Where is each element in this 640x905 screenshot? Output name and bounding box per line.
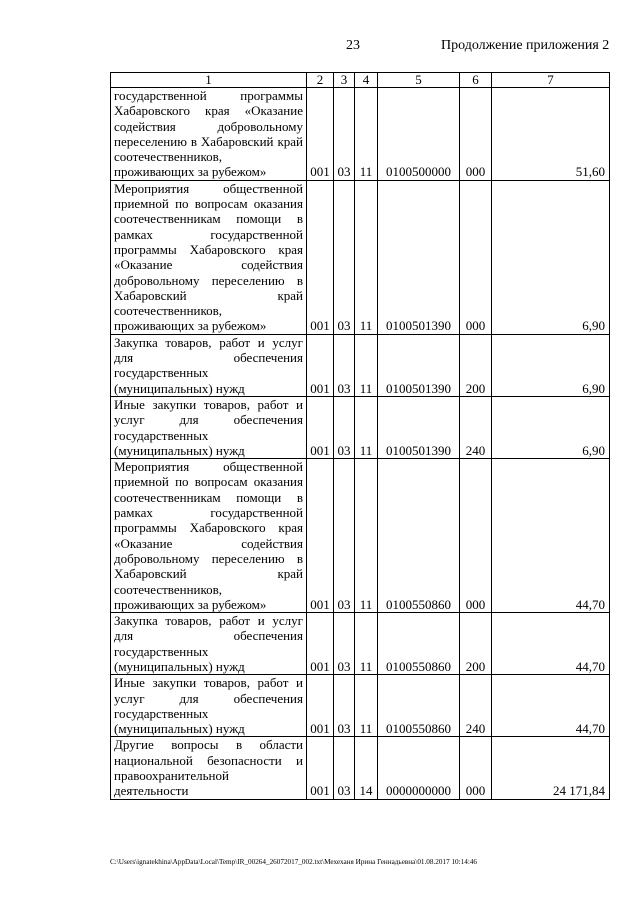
code-cell: 240	[460, 396, 492, 458]
code-cell: 03	[334, 88, 355, 181]
column-header: 2	[307, 73, 334, 88]
table-header-row	[111, 73, 610, 88]
code-cell: 000	[460, 88, 492, 181]
amount-cell: 6,90	[492, 180, 610, 334]
code-cell: 001	[307, 396, 334, 458]
code-cell: 03	[334, 396, 355, 458]
code-cell: 14	[355, 737, 378, 799]
row-name-cell: государственной программы Хабаровского края «Оказание содействия добровольному переселению в Хабаровский край соотечественников, проживающих за рубежом»	[111, 88, 307, 181]
row-name-cell: Закупка товаров, работ и услуг для обеспечения государственных (муниципальных) нужд	[111, 613, 307, 675]
code-cell: 03	[334, 459, 355, 613]
code-cell: 03	[334, 613, 355, 675]
table-row	[111, 737, 610, 799]
code-cell: 03	[334, 737, 355, 799]
code-cell: 001	[307, 88, 334, 181]
row-name-cell: Мероприятия общественной приемной по вопросам оказания соотечественникам помощи в рамках государственной программы Хабаровского края «Оказание содействия добровольному переселению в Хабаровский край соотечественников, проживающих за рубежом»	[111, 180, 307, 334]
row-name-cell: Иные закупки товаров, работ и услуг для обеспечения государственных (муниципальных) нужд	[111, 396, 307, 458]
code-cell: 0100501390	[378, 180, 460, 334]
column-header: 7	[492, 73, 610, 88]
code-cell: 11	[355, 334, 378, 396]
footer-file-path: C:\Users\ignatekhina\AppData\Local\Temp\IR_00264_26072017_002.txt\Мехеханя Ирина Геннадьевна\01.08.2017 10:14:46	[110, 858, 478, 866]
row-name-cell: Мероприятия общественной приемной по вопросам оказания соотечественникам помощи в рамках государственной программы Хабаровского края «Оказание содействия добровольному переселению в Хабаровский край соотечественников, проживающих за рубежом»	[111, 459, 307, 613]
code-cell: 11	[355, 88, 378, 181]
page-header-title: Продолжение приложения 2	[441, 38, 610, 53]
code-cell: 0100501390	[378, 334, 460, 396]
code-cell: 001	[307, 180, 334, 334]
code-cell: 0100550860	[378, 613, 460, 675]
table-row	[111, 459, 610, 613]
amount-cell: 51,60	[492, 88, 610, 181]
code-cell: 0100550860	[378, 459, 460, 613]
table-row	[111, 396, 610, 458]
code-cell: 240	[460, 675, 492, 737]
code-cell: 001	[307, 737, 334, 799]
column-header: 6	[460, 73, 492, 88]
page-number: 23	[346, 38, 360, 53]
row-name-cell: Закупка товаров, работ и услуг для обеспечения государственных (муниципальных) нужд	[111, 334, 307, 396]
code-cell: 001	[307, 675, 334, 737]
table-row	[111, 613, 610, 675]
table-row	[111, 334, 610, 396]
budget-table	[110, 72, 610, 800]
column-header: 5	[378, 73, 460, 88]
table-row	[111, 675, 610, 737]
amount-cell: 44,70	[492, 613, 610, 675]
code-cell: 0100550860	[378, 675, 460, 737]
amount-cell: 6,90	[492, 396, 610, 458]
code-cell: 000	[460, 737, 492, 799]
code-cell: 03	[334, 180, 355, 334]
code-cell: 001	[307, 613, 334, 675]
code-cell: 001	[307, 459, 334, 613]
code-cell: 11	[355, 180, 378, 334]
table-row	[111, 88, 610, 181]
code-cell: 200	[460, 334, 492, 396]
code-cell: 200	[460, 613, 492, 675]
code-cell: 11	[355, 459, 378, 613]
code-cell: 0100500000	[378, 88, 460, 181]
code-cell: 11	[355, 675, 378, 737]
code-cell: 11	[355, 396, 378, 458]
code-cell: 0000000000	[378, 737, 460, 799]
code-cell: 000	[460, 459, 492, 613]
column-header: 3	[334, 73, 355, 88]
code-cell: 000	[460, 180, 492, 334]
code-cell: 0100501390	[378, 396, 460, 458]
table-body	[111, 73, 610, 800]
column-header: 1	[111, 73, 307, 88]
code-cell: 11	[355, 613, 378, 675]
table-row	[111, 180, 610, 334]
amount-cell: 24 171,84	[492, 737, 610, 799]
amount-cell: 6,90	[492, 334, 610, 396]
amount-cell: 44,70	[492, 675, 610, 737]
row-name-cell: Иные закупки товаров, работ и услуг для обеспечения государственных (муниципальных) нужд	[111, 675, 307, 737]
row-name-cell: Другие вопросы в области национальной безопасности и правоохранительной деятельности	[111, 737, 307, 799]
code-cell: 03	[334, 675, 355, 737]
code-cell: 001	[307, 334, 334, 396]
amount-cell: 44,70	[492, 459, 610, 613]
column-header: 4	[355, 73, 378, 88]
code-cell: 03	[334, 334, 355, 396]
